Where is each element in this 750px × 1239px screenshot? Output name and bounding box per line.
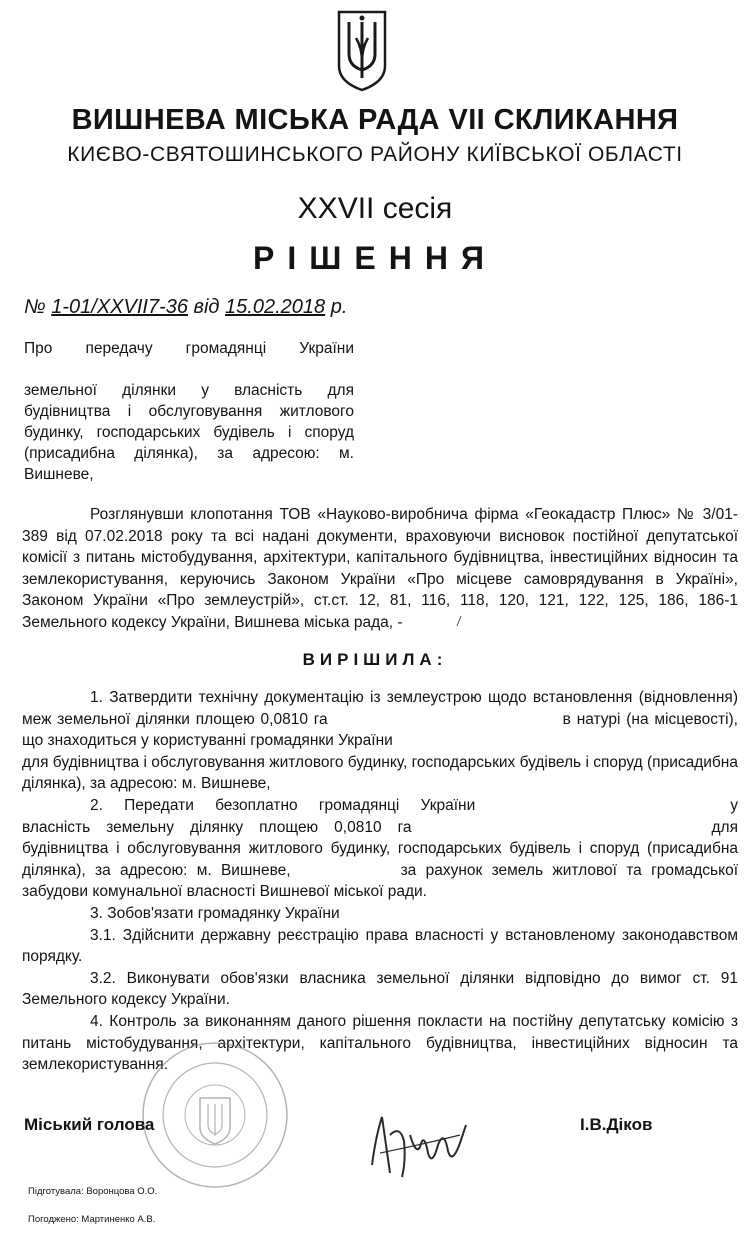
from-word: від bbox=[193, 296, 220, 318]
year-suffix: р. bbox=[330, 296, 348, 318]
district-subtitle: КИЄВО-СВЯТОШИНСЬКОГО РАЙОНУ КИЇВСЬКОЇ ОБЛАСТІ bbox=[67, 143, 683, 166]
coat-of-arms-icon bbox=[335, 8, 389, 92]
number-prefix: № bbox=[24, 296, 46, 318]
preamble-text: Розглянувши клопотання ТОВ «Науково-виробнича фірма «Геокадастр Плюс» № 3/01-389 від 07.02.2018 року та всі надані документи, враховуючи висновок постійної депутатської комісії з питань містобудування, архітектури, капітального будівництва, інвестиційних відносин та землекористування, керуючись Законом України «Про місцеве самоврядування в Україні», Законом України «Про землеустрій», ст.ст. 12, 81, 116, 118, 120, 121, 122, 125, 186, 186-1 Земельного кодексу України, Вишнева міська рада, - bbox=[22, 506, 738, 631]
item-4: 4. Контроль за виконанням даного рішення покласти на постійну депутатську комісію з питань містобудування, архітектури, капітального будівництва, інвестиційних відносин та землекористування. bbox=[22, 1012, 738, 1074]
decision-number: 1-01/XXVII7-36 bbox=[51, 296, 188, 318]
session-title: XXVII сесія bbox=[297, 192, 453, 225]
decision-items bbox=[22, 687, 738, 1076]
agreed-by: Погоджено: Мартиненко А.В. bbox=[28, 1214, 156, 1225]
item-3-2: 3.2. Виконувати обов'язки власника земельної ділянки відповідно до вимог ст. 91 Земельного кодексу України. bbox=[22, 969, 738, 1009]
item-3: 3. Зобов'язати громадянку України bbox=[90, 904, 340, 922]
preamble bbox=[22, 504, 738, 634]
official-stamp bbox=[140, 1040, 290, 1190]
item-2-part-d: за рахунок земель житлової та громадської забудови комунальної власності Вишневої міської ради. bbox=[22, 861, 738, 901]
item-1-part-c: для будівництва і обслуговування житлового будинку, господарських будівель і споруд (присадибна ділянка), за адресою: м. Вишневе, bbox=[22, 753, 738, 793]
decision-title: РІШЕННЯ bbox=[253, 240, 497, 276]
decision-date: 15.02.2018 bbox=[225, 296, 326, 318]
item-1-part-a: 1. Затвердити технічну документацію із землеустрою щодо встановлення (відновлення) меж земельної ділянки площею 0,0810 га bbox=[22, 689, 738, 728]
item-3-1: 3.1. Здійснити державну реєстрацію права власності у встановленому законодавством порядку. bbox=[22, 926, 738, 966]
prepared-by: Підготувала: Воронцова О.О. bbox=[28, 1186, 158, 1197]
item-2-part-a: 2. Передати безоплатно громадянці України bbox=[90, 796, 476, 814]
handwritten-signature bbox=[360, 1095, 480, 1185]
mayor-name: І.В.Діков bbox=[580, 1115, 653, 1134]
item-1-part-b: в натурі (на місцевості), що знаходиться у користуванні громадянки України bbox=[22, 710, 738, 750]
decision-number-line bbox=[24, 296, 347, 319]
subject-line-1: Про передачу громадянці України bbox=[24, 340, 354, 357]
item-2 bbox=[22, 795, 738, 903]
subject-rest: земельної ділянки у власність для будівництва і обслуговування житлового будинку, господарських будівель і споруд (присадибна ділянка), за адресою: м. Вишневе, bbox=[24, 382, 354, 483]
item-2-part-c: для будівництва і обслуговування житлового будинку, господарських будівель і споруд (присадибна ділянка), за адресою: м. Вишневе, bbox=[22, 818, 738, 879]
pen-mark bbox=[455, 615, 463, 627]
mayor-title: Міський голова bbox=[24, 1115, 155, 1134]
resolved-title: ВИРІШИЛА: bbox=[302, 650, 448, 669]
item-1 bbox=[22, 687, 738, 795]
item-2-part-b: у власність земельну ділянку площею 0,0810 га bbox=[22, 796, 738, 836]
council-title: ВИШНЕВА МІСЬКА РАДА VII СКЛИКАННЯ bbox=[71, 104, 679, 136]
